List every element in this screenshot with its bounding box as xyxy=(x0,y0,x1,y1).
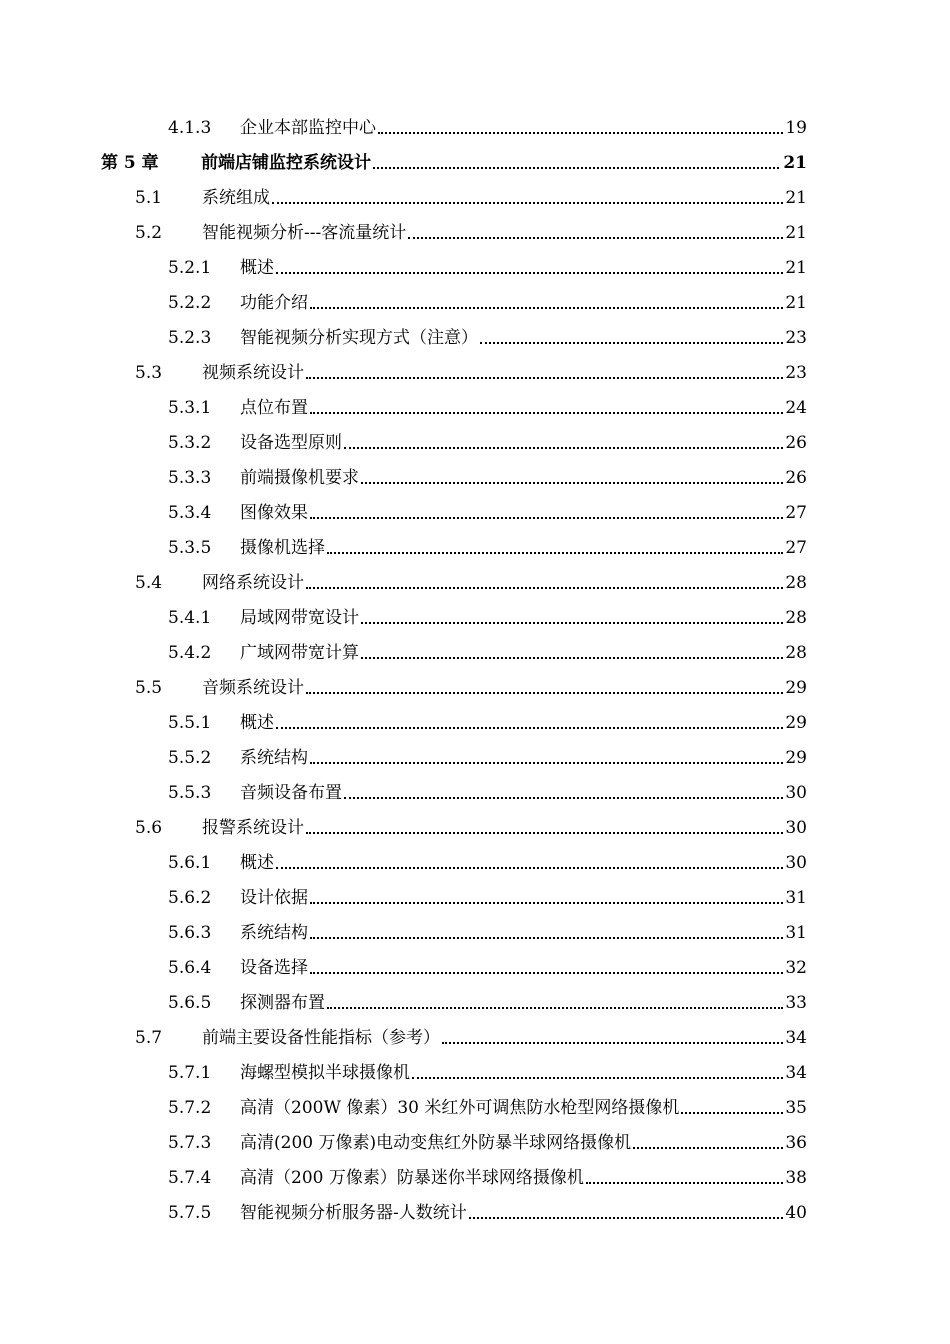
toc-entry[interactable] xyxy=(0,1020,950,1055)
toc-entry-title: 设计依据 xyxy=(240,888,308,908)
toc-entry-title: 摄像机选择 xyxy=(240,538,325,558)
toc-entry-title-wrap xyxy=(240,1063,807,1083)
dot-leader xyxy=(310,937,783,939)
toc-entry-number: 5.6.5 xyxy=(168,993,212,1013)
toc-entry-title: 网络系统设计 xyxy=(202,573,304,593)
toc-entry[interactable] xyxy=(0,1125,950,1160)
toc-entry-title: 概述 xyxy=(240,713,274,733)
toc-entry-title-wrap xyxy=(240,888,807,908)
toc-entry-title: 智能视频分析服务器-人数统计 xyxy=(240,1203,467,1223)
toc-entry-page-number: 23 xyxy=(785,363,807,383)
toc-entry-title: 前端店铺监控系统设计 xyxy=(201,153,371,173)
toc-entry-number: 5.5.1 xyxy=(168,713,212,733)
toc-entry-title-wrap xyxy=(202,573,807,593)
dot-leader xyxy=(276,727,783,729)
toc-entry-number: 5.5.2 xyxy=(168,748,212,768)
toc-entry-title-wrap xyxy=(240,503,807,523)
dot-leader xyxy=(310,902,783,904)
toc-entry-number: 5.6.3 xyxy=(168,923,212,943)
toc-entry-page-number: 33 xyxy=(785,993,807,1013)
toc-entry[interactable] xyxy=(0,425,950,460)
toc-entry[interactable] xyxy=(0,600,950,635)
toc-entry-title-wrap xyxy=(240,1133,807,1153)
toc-entry-page-number: 28 xyxy=(785,608,807,628)
toc-entry-title: 概述 xyxy=(240,258,274,278)
toc-entry-number: 5.2.1 xyxy=(168,258,212,278)
toc-entry-title-wrap xyxy=(240,398,807,418)
toc-entry-title: 图像效果 xyxy=(240,503,308,523)
toc-entry[interactable] xyxy=(0,1195,950,1230)
toc-entry-number: 5.3.3 xyxy=(168,468,212,488)
dot-leader xyxy=(361,657,783,659)
dot-leader xyxy=(480,342,783,344)
toc-entry-page-number: 21 xyxy=(783,153,807,173)
dot-leader xyxy=(276,867,783,869)
toc-entry[interactable] xyxy=(0,460,950,495)
dot-leader xyxy=(344,447,783,449)
toc-entry-page-number: 35 xyxy=(785,1098,807,1118)
toc-entry[interactable] xyxy=(0,740,950,775)
toc-entry-number: 4.1.3 xyxy=(168,118,212,138)
toc-entry-page-number: 30 xyxy=(785,783,807,803)
toc-entry-title: 设备选择 xyxy=(240,958,308,978)
toc-entry-page-number: 31 xyxy=(785,888,807,908)
toc-entry-title-wrap xyxy=(240,1098,807,1118)
toc-entry-title-wrap xyxy=(201,153,807,173)
toc-entry-page-number: 29 xyxy=(785,678,807,698)
toc-entry-title: 智能视频分析实现方式（注意） xyxy=(240,328,478,348)
toc-entry-title: 设备选型原则 xyxy=(240,433,342,453)
toc-entry-title-wrap xyxy=(202,223,807,243)
dot-leader xyxy=(272,202,783,204)
toc-entry-page-number: 27 xyxy=(785,538,807,558)
toc-entry-number: 5.7.5 xyxy=(168,1203,212,1223)
toc-entry-number: 5.3.2 xyxy=(168,433,212,453)
dot-leader xyxy=(306,377,783,379)
toc-entry-page-number: 30 xyxy=(785,853,807,873)
toc-entry-title-wrap xyxy=(240,468,807,488)
toc-entry-title: 音频设备布置 xyxy=(240,783,342,803)
toc-chapter-entry[interactable] xyxy=(0,145,950,180)
toc-entry[interactable] xyxy=(0,215,950,250)
toc-entry-page-number: 34 xyxy=(785,1063,807,1083)
toc-entry-title: 音频系统设计 xyxy=(202,678,304,698)
toc-entry-number: 5.3.5 xyxy=(168,538,212,558)
toc-entry-title-wrap xyxy=(240,258,807,278)
toc-entry-number: 第 5 章 xyxy=(101,153,159,173)
toc-entry-title-wrap xyxy=(202,818,807,838)
toc-entry-title: 高清(200 万像素)电动变焦红外防暴半球网络摄像机 xyxy=(240,1133,632,1153)
toc-entry-number: 5.7.3 xyxy=(168,1133,212,1153)
dot-leader xyxy=(310,517,783,519)
dot-leader xyxy=(310,412,783,414)
toc-entry-number: 5.3 xyxy=(135,363,163,383)
toc-entry-title: 企业本部监控中心 xyxy=(240,118,376,138)
toc-entry-title-wrap xyxy=(240,923,807,943)
toc-entry-title-wrap xyxy=(240,608,807,628)
toc-entry-number: 5.3.4 xyxy=(168,503,212,523)
toc-entry-page-number: 21 xyxy=(785,188,807,208)
dot-leader xyxy=(633,1147,783,1149)
toc-entry[interactable] xyxy=(0,285,950,320)
toc-entry-number: 5.1 xyxy=(135,188,163,208)
toc-entry-title: 点位布置 xyxy=(240,398,308,418)
dot-leader xyxy=(276,272,783,274)
toc-entry[interactable] xyxy=(0,355,950,390)
toc-entry[interactable] xyxy=(0,635,950,670)
toc-entry[interactable] xyxy=(0,705,950,740)
toc-entry-number: 5.6.1 xyxy=(168,853,212,873)
dot-leader xyxy=(327,1007,783,1009)
toc-entry[interactable] xyxy=(0,880,950,915)
toc-entry-title: 海螺型模拟半球摄像机 xyxy=(240,1063,410,1083)
toc-entry[interactable] xyxy=(0,110,950,145)
dot-leader xyxy=(378,132,783,134)
toc-entry[interactable] xyxy=(0,810,950,845)
toc-entry-title: 局域网带宽设计 xyxy=(240,608,359,628)
toc-entry-title: 系统组成 xyxy=(202,188,270,208)
toc-entry[interactable] xyxy=(0,495,950,530)
toc-entry-page-number: 28 xyxy=(785,573,807,593)
toc-entry-page-number: 29 xyxy=(785,713,807,733)
toc-entry-title-wrap xyxy=(240,538,807,558)
toc-entry[interactable] xyxy=(0,565,950,600)
toc-entry-title: 前端摄像机要求 xyxy=(240,468,359,488)
toc-entry-title-wrap xyxy=(240,118,807,138)
toc-entry-title: 前端主要设备性能指标（参考） xyxy=(202,1028,440,1048)
toc-entry-title: 视频系统设计 xyxy=(202,363,304,383)
dot-leader xyxy=(306,692,783,694)
toc-entry-page-number: 32 xyxy=(785,958,807,978)
dot-leader xyxy=(310,972,783,974)
toc-entry-number: 5.4.2 xyxy=(168,643,212,663)
toc-entry-title-wrap xyxy=(240,293,807,313)
dot-leader xyxy=(327,552,783,554)
dot-leader xyxy=(344,797,783,799)
toc-entry-number: 5.7.2 xyxy=(168,1098,212,1118)
toc-entry-number: 5.5 xyxy=(135,678,163,698)
toc-entry-page-number: 31 xyxy=(785,923,807,943)
toc-entry-number: 5.7 xyxy=(135,1028,163,1048)
toc-entry-number: 5.6.2 xyxy=(168,888,212,908)
dot-leader xyxy=(412,1077,783,1079)
dot-leader xyxy=(361,482,783,484)
toc-entry-number: 5.7.1 xyxy=(168,1063,212,1083)
toc-entry-page-number: 26 xyxy=(785,433,807,453)
toc-entry-number: 5.6.4 xyxy=(168,958,212,978)
toc-entry[interactable] xyxy=(0,180,950,215)
toc-entry-page-number: 27 xyxy=(785,503,807,523)
toc-entry-title: 系统结构 xyxy=(240,923,308,943)
toc-entry-title: 高清（200 万像素）防暴迷你半球网络摄像机 xyxy=(240,1168,584,1188)
toc-entry-number: 5.5.3 xyxy=(168,783,212,803)
toc-entry[interactable] xyxy=(0,1055,950,1090)
toc-entry-page-number: 30 xyxy=(785,818,807,838)
toc-entry-title-wrap xyxy=(240,643,807,663)
toc-entry[interactable] xyxy=(0,845,950,880)
toc-entry-title: 报警系统设计 xyxy=(202,818,304,838)
dot-leader xyxy=(469,1217,783,1219)
toc-entry-page-number: 21 xyxy=(785,293,807,313)
toc-entry-number: 5.2 xyxy=(135,223,163,243)
dot-leader xyxy=(373,167,783,169)
toc-entry[interactable] xyxy=(0,390,950,425)
toc-entry-title-wrap xyxy=(240,958,807,978)
toc-entry-title-wrap xyxy=(240,783,807,803)
toc-entry-title-wrap xyxy=(240,993,807,1013)
toc-entry-page-number: 19 xyxy=(785,118,807,138)
toc-entry-title: 系统结构 xyxy=(240,748,308,768)
toc-entry-page-number: 21 xyxy=(785,258,807,278)
toc-entry[interactable] xyxy=(0,915,950,950)
toc-entry-page-number: 36 xyxy=(785,1133,807,1153)
toc-entry[interactable] xyxy=(0,1160,950,1195)
toc-entry[interactable] xyxy=(0,670,950,705)
toc-entry-title: 智能视频分析---客流量统计 xyxy=(202,223,407,243)
dot-leader xyxy=(310,307,783,309)
toc-entry-page-number: 38 xyxy=(785,1168,807,1188)
dot-leader xyxy=(306,832,783,834)
dot-leader xyxy=(681,1112,783,1114)
dot-leader xyxy=(586,1182,783,1184)
toc-entry-page-number: 23 xyxy=(785,328,807,348)
toc-entry-title-wrap xyxy=(202,1028,807,1048)
toc-entry-title: 功能介绍 xyxy=(240,293,308,313)
toc-entry-page-number: 40 xyxy=(785,1203,807,1223)
toc-entry-title-wrap xyxy=(202,363,807,383)
toc-entry[interactable] xyxy=(0,250,950,285)
toc-entry-page-number: 28 xyxy=(785,643,807,663)
toc-entry-number: 5.3.1 xyxy=(168,398,212,418)
toc-entry-title-wrap xyxy=(240,713,807,733)
toc-entry[interactable] xyxy=(0,950,950,985)
toc-entry-page-number: 21 xyxy=(785,223,807,243)
toc-entry[interactable] xyxy=(0,985,950,1020)
toc-entry-number: 5.2.2 xyxy=(168,293,212,313)
toc-entry[interactable] xyxy=(0,1090,950,1125)
toc-entry-page-number: 24 xyxy=(785,398,807,418)
toc-entry-page-number: 29 xyxy=(785,748,807,768)
dot-leader xyxy=(442,1042,783,1044)
toc-entry-title-wrap xyxy=(240,748,807,768)
toc-entry-title-wrap xyxy=(240,1168,807,1188)
dot-leader xyxy=(310,762,783,764)
toc-entry[interactable] xyxy=(0,775,950,810)
toc-entry-title-wrap xyxy=(202,188,807,208)
toc-entry-number: 5.6 xyxy=(135,818,163,838)
dot-leader xyxy=(361,622,783,624)
toc-entry-number: 5.7.4 xyxy=(168,1168,212,1188)
toc-entry-number: 5.4 xyxy=(135,573,163,593)
toc-entry-title-wrap xyxy=(240,1203,807,1223)
toc-entry-title: 探测器布置 xyxy=(240,993,325,1013)
toc-entry-title-wrap xyxy=(202,678,807,698)
toc-entry-page-number: 34 xyxy=(785,1028,807,1048)
toc-entry-page-number: 26 xyxy=(785,468,807,488)
dot-leader xyxy=(306,587,783,589)
toc-entry-title-wrap xyxy=(240,853,807,873)
toc-entry-title-wrap xyxy=(240,433,807,453)
toc-entry-title-wrap xyxy=(240,328,807,348)
toc-entry[interactable] xyxy=(0,320,950,355)
toc-entry-title: 高清（200W 像素）30 米红外可调焦防水枪型网络摄像机 xyxy=(240,1098,680,1118)
toc-entry-number: 5.4.1 xyxy=(168,608,212,628)
toc-entry-number: 5.2.3 xyxy=(168,328,212,348)
toc-entry-title: 广域网带宽计算 xyxy=(240,643,359,663)
dot-leader xyxy=(408,237,783,239)
toc-entry-title: 概述 xyxy=(240,853,274,873)
toc-entry[interactable] xyxy=(0,530,950,565)
